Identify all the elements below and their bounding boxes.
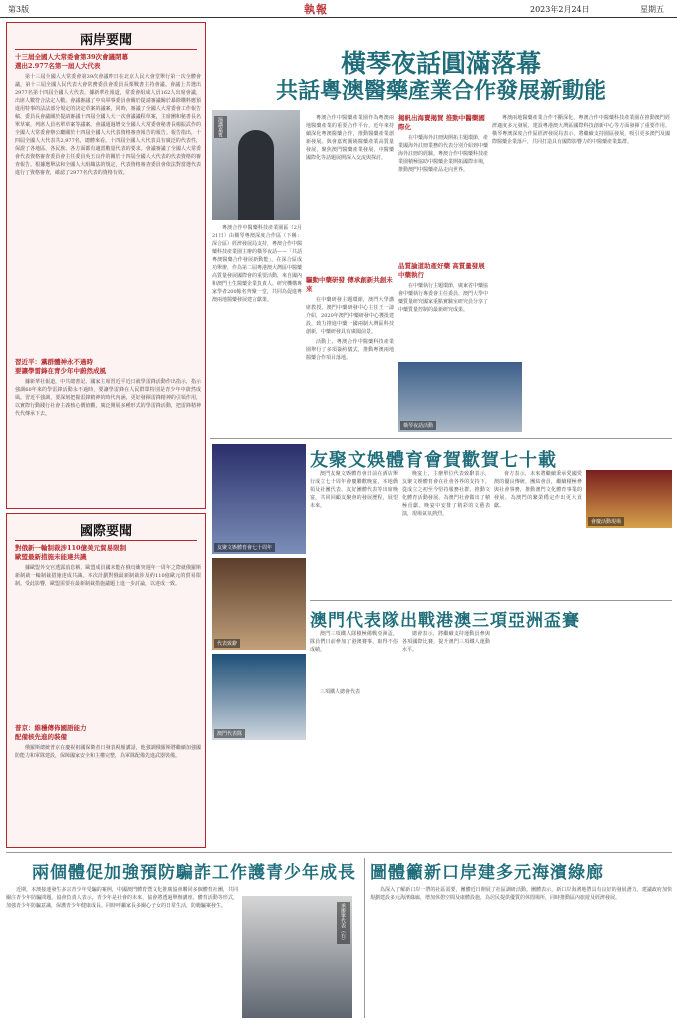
section-title-cross-strait: 兩岸要聞 xyxy=(79,33,132,48)
article-headline: 習近平：黨群體神永不過時 xyxy=(15,358,93,366)
main-article-col3: 在中藥海外註冊與開拓主題環節，產業國海外註冊業務的代表分別介紹到中藥海外註冊的經驗。粵澳合作中醫藥科技產業園積極協助中醫藥企業開拓國際市場，推動澳門中醫藥產品走向世界。 xyxy=(398,135,488,173)
main-article-col1: 粵澳合作中醫藥科技產業園區（2月21日）由橫琴粵澳深度合作區（下稱：深合區）經濟發展局支持，粵澳合作中醫藥科技產業園主辦的橫琴夜話——「共話粵澳醫藥合作發展新動能」，在深合區成功舉辦，作為第二屆粵港澳大灣區中醫藥高質量發展國際會的重要活動，來自國內和澳門土生醫藥企業負責人、研究機構專家學者200餘名齊聚一堂，共同為促進粵澳兩地醫藥發展建言獻策。 xyxy=(212,225,302,303)
middle-article-col3: 會方表示，未來將繼續秉承愛國愛澳的優良傳統，團結會員，繼續積極參與社會事務，推動澳門文化體育事業的發展，為澳門的繁榮穩定作出更大貢獻。 xyxy=(494,471,582,509)
subheading: 品質論道助產好藥 高質量發展中藥執行 xyxy=(398,262,485,279)
event-photo xyxy=(398,362,522,432)
newspaper-logo: 執報 xyxy=(304,3,328,16)
main-article-col2b: 在中藥研發主題環節，澳門大學講席教授、澳門中藥研發中心主任王一濤介紹，2020年澳門中藥研發中心獲批建設，致力推進中藥一國兩制大灣區科技創新，中藥研發具有廣闊前景。 活動上，粵澳合作中醫藥科技產業園舉行了多項簽約儀式，推動粵澳兩地醫藥合作項目落地。 xyxy=(306,297,394,361)
issue-date: 2023年2月24日 xyxy=(530,5,590,14)
article-subheadline: 歐盟最新措施未能達共識 xyxy=(15,553,87,561)
divider xyxy=(15,540,197,541)
middle2-article-col1: 澳門三項鐵人隊積極備戰亞洲盃，隊員們日前參加了港澳賽事，取得不俗成績。 xyxy=(310,631,398,653)
main-article-col3b: 在中藥執行主題環節，廣東省中藥協會中藥執行專委會主任委員、澳門大學中藥質量研究國家重點實驗室研究員分享了中藥質量控制的最新研究成果。 xyxy=(398,283,488,313)
article-subheadline: 要讓學雷鋒在青少年中蔚然成風 xyxy=(15,367,106,375)
photo-caption: 代表致辭 xyxy=(214,639,240,648)
team-photo xyxy=(212,654,306,740)
article-body: 據新華社報道，中共總書記、國家主席習近平近日就學雷鋒活動作出指示，指示強調60年來的學雷鋒活動永不過時，要讓學雷鋒在人民群眾特別是青少年中蔚然成風。習近平強調，要深刻把握雷鋒精神的時代內涵，更好發揮雷鋒精神的引領作用，以實際行動踐行社會主義核心價值觀，廣泛開展多種形式的學雷鋒活動，把雷鋒精神代代傳承下去。 xyxy=(15,379,201,417)
middle-headline: 友聚文娛體育會賀歡賀七十載 xyxy=(310,450,557,471)
subheading: 揭帆出海賣揭賀 推動中醫藥國際化 xyxy=(398,114,485,131)
bottom-right-headline: 圖體籲新口岸建多元海濱綠廊 xyxy=(370,863,604,883)
section-title-international: 國際要聞 xyxy=(79,524,132,539)
cross-strait-news-box xyxy=(6,22,206,509)
divider xyxy=(15,49,197,50)
speaker-figure xyxy=(238,130,274,220)
speaker-photo xyxy=(212,110,300,220)
anniversary-photo xyxy=(212,444,306,554)
photo-caption: 澳門代表隊 xyxy=(214,729,245,738)
page-header xyxy=(0,0,677,18)
main-article-col2: 粵澳合作中醫藥產業園作為粵澳兩地醫藥產業的重要合作平台，近年來持續深化粵澳醫藥合作，推動醫藥產業創新發展。與會嘉賓圍繞醫藥產業高質量發展，聚焦澳門醫藥產業發展，中醫藥國際化等話題展開深入交流與探討。 xyxy=(306,115,394,161)
bottom-left-headline: 兩個體促加強預防騙詐工作護青少年成長 xyxy=(32,863,356,883)
photo-caption: 橫琴夜話活動 xyxy=(400,421,436,430)
main-headline-line1: 橫琴夜話圓滿落幕 xyxy=(340,49,541,78)
subheading: 驅動中藥研發 傳承創新共創未來 xyxy=(306,276,393,293)
article-headline: 十三屆全國人大常委會第39次會議閉幕 xyxy=(15,53,129,61)
section-divider xyxy=(6,852,672,853)
article-headline: 對俄新一輪制裁涉110億美元貿易限制 xyxy=(15,544,127,552)
lion-dance-photo xyxy=(586,470,672,528)
bottom-right-article: 為深入了解新口岸一帶的社區需要，團體近日開展了社區調研活動。團體表示，新口岸海濱地帶具有良好的發展潛力，建議政府加快規劃建設多元海濱綠廊，增加休憩空間及康體設施，為居民提供優質的休閒場所，同時推動區內旅遊及經濟發展。 xyxy=(370,887,672,901)
page-number: 第3版 xyxy=(8,5,30,14)
photo-caption: 演講嘉賓 xyxy=(214,116,227,138)
main-article-col4: 粵澳兩地醫藥產業合作不斷深化，粵澳合作中醫藥科技產業園在推動澳門經濟適度多元發展、建設粵港澳大灣區國際科技創新中心等方面發揮了重要作用。橫琴粵澳深度合作區經濟發展局表示，將繼續支持園區發展，吸引更多澳門及國際醫藥企業落戶，共同打造具有國際影響力的中醫藥產業集群。 xyxy=(492,115,670,145)
article-body: 俄羅斯總統普京在慶祝祖國保衛者日發表視頻講話，他強調俄羅斯將繼續加強國防能力和軍隊建設，保障國家安全和主權完整，為軍隊配備先進武器裝備。 xyxy=(15,745,201,759)
main-headline-line2: 共話粵澳醫藥產業合作發展新動能 xyxy=(275,79,606,104)
article-body: 據歐盟外交官透露消息稱，歐盟成員國未能在俄烏衝突週年一周年之際就俄羅斯新制裁一輪制裁措施達成共識。本次計劃對俄最新制裁涉及約110億歐元的貿易限制。受此影響，歐盟需要在最新制裁措施議題上進一步討論，以達成一致。 xyxy=(15,565,201,587)
article-body: 第十三屆全國人大常委會第39次會議昨日在北京人民大會堂舉行第一次全體會議，第十三屆全國人民代表大會常務委員會委員長栗戰書主持會議。會議上共選出2977名第十四屆全國人大代表，據新華社報道，常委會組成人員162人出席會議，出席人數符合法定人數。會議審議了中央軍事委員會關於提請審議關於暴除購料應預進用特事的法法部分規定的決定草案的議案，同時，審議了全國人大常委會工作報告稿、委員長會議關於提請審議十四屆全國人大一次會議議程草案，主席團和秘書長名單草案，列席人員名單草案等議案。會議通過增交全國人大常委會秘書長楊振武作的全國人大常委會辦公廳關於十四屆全國人大代表資格審查報告的報告。報告指出，十四屆全國人大代表共2,977名，總體來看，十四屆全國人大代表具有廣泛的代表性，保證了各地區、各民族、各方面都有適當數量代表的要求。會議審議了全國人大常委會代表資格審查委員會主任委員吳玉良作的關於十四屆全國人大代表的代表資格的審查報告。根據選舉法和全國人大組織法的規定，代表資格審查委員會依法對當選代表進行了資格審查，確認了2977名代表的資格有效。 xyxy=(15,74,201,176)
photo-caption: 承辦單代表（右） xyxy=(337,902,350,944)
middle2-article-col2: 總會表示，將繼續支持運動員參與各項國際比賽，提升澳門三項鐵人運動水平。 xyxy=(402,631,490,653)
article-headline: 普京：維穩傳佈國語能力 xyxy=(15,724,87,732)
middle-headline-2: 澳門代表隊出戰港澳三項亞洲盃賽 xyxy=(310,611,580,631)
international-news-box xyxy=(6,513,206,848)
section-divider xyxy=(310,600,672,601)
photo-caption: 友聚文娛體育會七十周年 xyxy=(214,543,275,552)
photo-caption: 會慶活動現場 xyxy=(588,517,624,526)
issue-weekday: 星期五 xyxy=(640,5,664,14)
middle-article-col1: 澳門友聚文娛體育會日前在酒店舉行成立七十周年會慶聯歡晚宴，本地僑領及社團代表、友好團體代表等出席晚宴，共同回顧友聚會的發展歷程，展望未來。 xyxy=(310,471,398,509)
bottom-left-article: 近期，本澳接連發生多宗青少年受騙的案例，中國澳門體育暨文化推廣協會聯同多個體育社團，共同關注青少年防騙問題。協會負責人表示，青少年是社會的未來，協會將透過舉辦講座、體育活動等形式，加強青少年防騙意識，保護青少年健康成長。同時呼籲家長多關心子女的日常生活，防範騙案發生。 xyxy=(6,887,238,909)
section-divider xyxy=(210,438,672,439)
middle-article-col2: 晚宴上，主辦單位代表致辭表示，友聚文娛體育會在社會各界的支持下，從成立之初至今堅持服務社群，推動文化體育活動發展，為澳門社會做出了積極貢獻。晚宴中安排了精彩的文藝表演，現場氣氛熱烈。 xyxy=(402,471,490,517)
representatives-photo xyxy=(242,896,352,1018)
column-divider xyxy=(364,858,365,1018)
speech-photo xyxy=(212,558,306,650)
team-caption: 三項鐵人總會代表 xyxy=(320,689,361,695)
article-subheadline: 配備核先進的裝備 xyxy=(15,733,67,741)
article-subheadline: 選出2.977名第一屆人大代表 xyxy=(15,62,101,70)
